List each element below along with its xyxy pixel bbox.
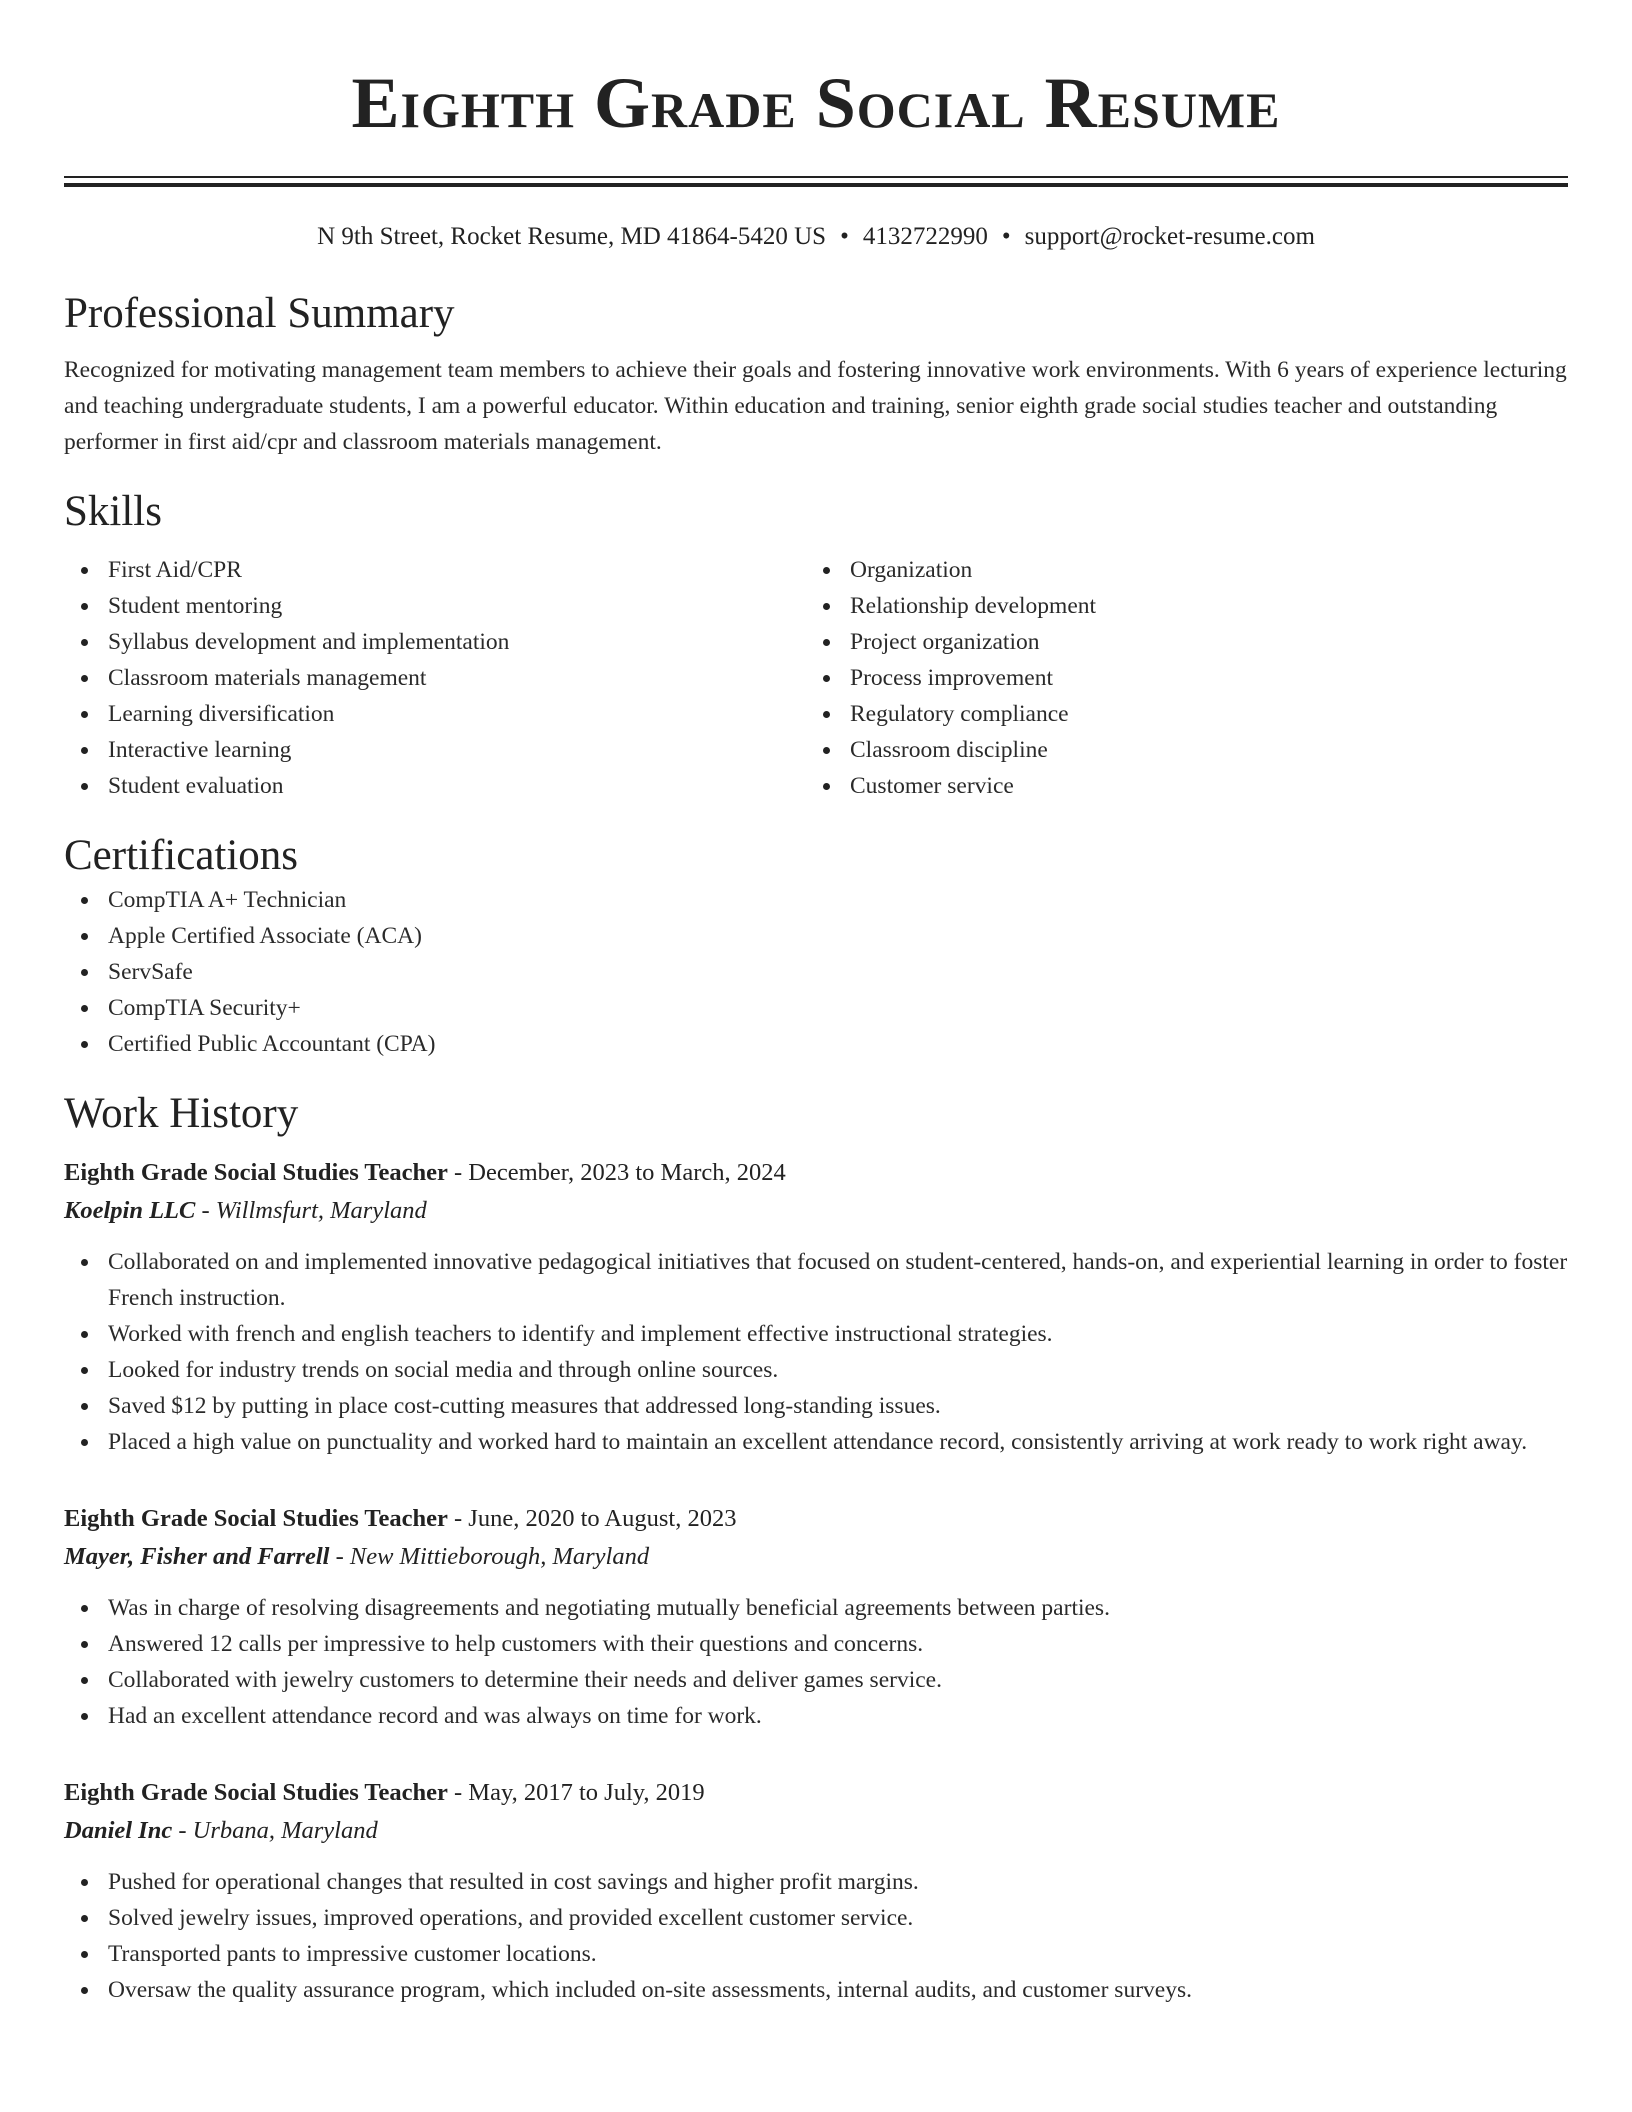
job-title: Eighth Grade Social Studies Teacher (64, 1159, 448, 1186)
skill-item: Classroom materials management (64, 660, 806, 696)
job-dates: - June, 2020 to August, 2023 (447, 1505, 737, 1532)
job-header (64, 1774, 1568, 1812)
skill-item: Regulatory compliance (806, 696, 1548, 732)
employer-line (64, 1812, 1568, 1850)
skill-item: Syllabus development and implementation (64, 624, 806, 660)
employer-name: Daniel Inc (64, 1817, 173, 1844)
job-duty: Oversaw the quality assurance program, which included on-site assessments, internal audits, and customer surveys. (64, 1972, 1568, 2008)
certification-item: ServSafe (64, 954, 1568, 990)
contact-address: N 9th Street, Rocket Resume, MD 41864-5420 US (317, 223, 827, 250)
job-duty: Looked for industry trends on social media and through online sources. (64, 1352, 1568, 1388)
employer-line (64, 1538, 1568, 1576)
job-header (64, 1500, 1568, 1538)
employer-location: - Willmsfurt, Maryland (195, 1197, 427, 1224)
job-duty: Worked with french and english teachers to identify and implement effective instructional strategies. (64, 1316, 1568, 1352)
job-entry (64, 1500, 1568, 1734)
job-duties-list (64, 1864, 1568, 2008)
employer-line (64, 1192, 1568, 1230)
skills-list-right (806, 552, 1548, 804)
job-duty: Collaborated with jewelry customers to determine their needs and deliver games service. (64, 1662, 1568, 1698)
job-duty: Transported pants to impressive customer locations. (64, 1936, 1568, 1972)
job-duty: Placed a high value on punctuality and worked hard to maintain an excellent attendance record, consistently arriving at work ready to work right away. (64, 1424, 1568, 1460)
contact-separator: • (840, 223, 849, 250)
contact-separator: • (1001, 223, 1011, 250)
job-dates: - May, 2017 to July, 2019 (447, 1779, 705, 1806)
job-duty: Saved $12 by putting in place cost-cutting measures that addressed long-standing issues. (64, 1388, 1568, 1424)
contact-email: support@rocket-resume.com (1024, 223, 1315, 250)
contact-line (64, 220, 1568, 254)
skill-item: Customer service (806, 768, 1548, 804)
certification-item: CompTIA A+ Technician (64, 882, 1568, 918)
employer-name: Koelpin LLC (64, 1197, 196, 1224)
work-history-section (64, 1088, 1568, 2008)
certification-item: CompTIA Security+ (64, 990, 1568, 1026)
job-title: Eighth Grade Social Studies Teacher (64, 1779, 448, 1806)
resume-name: Eighth Grade Social Resume (351, 63, 1281, 143)
skill-item: Organization (806, 552, 1548, 588)
summary-text: Recognized for motivating management team members to achieve their goals and fostering innovative work environments. With 6 years of experience lecturing and teaching undergraduate students, I am a powerful educator. Within education and training, senior eighth grade social studies teacher and outstanding performer in first aid/cpr and classroom materials management. (64, 357, 1567, 455)
skill-item: Project organization (806, 624, 1548, 660)
job-entry (64, 1154, 1568, 1460)
skills-list-left (64, 552, 806, 804)
job-duties-list (64, 1590, 1568, 1734)
summary-section (64, 288, 1568, 460)
skill-item: First Aid/CPR (64, 552, 806, 588)
certification-item: Apple Certified Associate (ACA) (64, 918, 1568, 954)
job-header (64, 1154, 1568, 1192)
skills-section (64, 486, 1568, 804)
job-duty: Solved jewelry issues, improved operations, and provided excellent customer service. (64, 1900, 1568, 1936)
job-duty: Pushed for operational changes that resulted in cost savings and higher profit margins. (64, 1864, 1568, 1900)
skill-item: Relationship development (806, 588, 1548, 624)
job-duty: Had an excellent attendance record and was always on time for work. (64, 1698, 1568, 1734)
contact-phone: 4132722990 (862, 223, 988, 250)
skill-item: Classroom discipline (806, 732, 1548, 768)
job-duties-list (64, 1244, 1568, 1460)
certification-item: Certified Public Accountant (CPA) (64, 1026, 1568, 1062)
skills-columns (64, 552, 1568, 804)
job-duty: Collaborated on and implemented innovative pedagogical initiatives that focused on student-centered, hands-on, and experiential learning in order to foster French instruction. (64, 1244, 1568, 1316)
skill-item: Learning diversification (64, 696, 806, 732)
skills-heading: Skills (64, 488, 162, 535)
employer-location: - Urbana, Maryland (172, 1817, 378, 1844)
certifications-list (64, 882, 1568, 1062)
employer-name: Mayer, Fisher and Farrell (64, 1543, 330, 1570)
skill-item: Interactive learning (64, 732, 806, 768)
job-title: Eighth Grade Social Studies Teacher (64, 1505, 448, 1532)
skill-item: Process improvement (806, 660, 1548, 696)
skill-item: Student mentoring (64, 588, 806, 624)
job-duty: Was in charge of resolving disagreements and negotiating mutually beneficial agreements between parties. (64, 1590, 1568, 1626)
certifications-section (64, 830, 1568, 1062)
header-divider-thick (64, 183, 1568, 187)
certifications-heading: Certifications (64, 832, 299, 879)
job-dates: - December, 2023 to March, 2024 (447, 1159, 786, 1186)
summary-heading: Professional Summary (64, 290, 455, 337)
job-duty: Answered 12 calls per impressive to help customers with their questions and concerns. (64, 1626, 1568, 1662)
work-history-heading: Work History (64, 1090, 299, 1137)
header-divider-thin (64, 176, 1568, 178)
job-entry (64, 1774, 1568, 2008)
employer-location: - New Mittieborough, Maryland (329, 1543, 650, 1570)
skill-item: Student evaluation (64, 768, 806, 804)
